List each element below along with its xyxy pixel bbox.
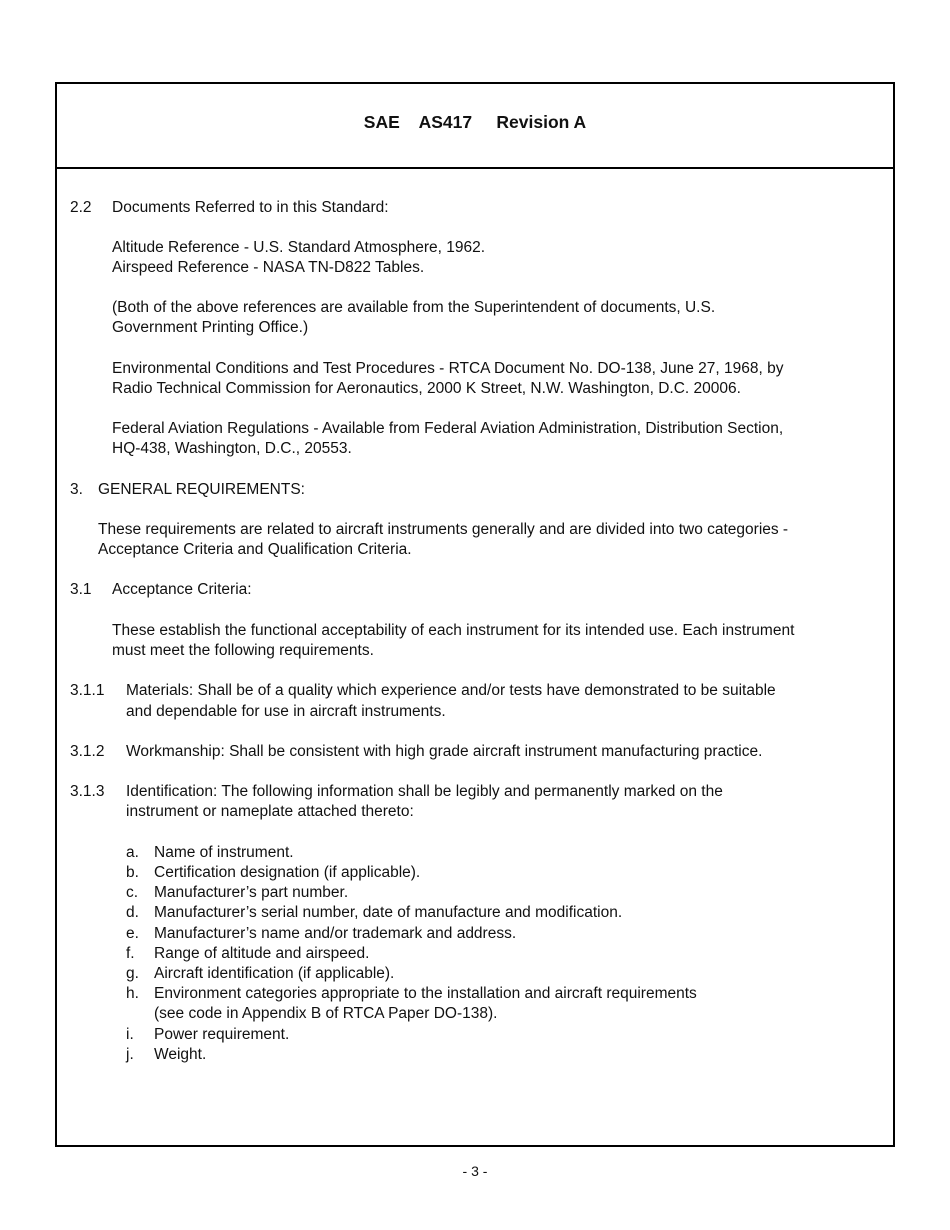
- paragraph-line: Materials: Shall be of a quality which experience and/or tests have demonstrated to be suitable: [126, 682, 776, 699]
- paragraph-line: HQ-438, Washington, D.C., 20553.: [112, 440, 352, 457]
- section-title: GENERAL REQUIREMENTS:: [98, 481, 305, 498]
- list-item-letter: b.: [126, 864, 139, 881]
- list-item-continuation: (see code in Appendix B of RTCA Paper DO-138).: [154, 1005, 498, 1022]
- paragraph-line: Altitude Reference - U.S. Standard Atmosphere, 1962.: [112, 239, 486, 256]
- paragraph-line: Government Printing Office.): [112, 319, 309, 336]
- list-item-letter: j.: [126, 1046, 134, 1063]
- list-item-letter: a.: [126, 844, 139, 861]
- list-item: Range of altitude and airspeed.: [154, 945, 370, 962]
- list-item: Manufacturer’s part number.: [154, 884, 349, 901]
- section-title: Documents Referred to in this Standard:: [112, 199, 389, 216]
- list-item: Power requirement.: [154, 1026, 290, 1043]
- list-item: Weight.: [154, 1046, 207, 1063]
- list-item-letter: d.: [126, 904, 139, 921]
- list-item-letter: f.: [126, 945, 135, 962]
- paragraph-line: These establish the functional acceptability of each instrument for its intended use. Each instrument: [112, 622, 795, 639]
- paragraph-line: These requirements are related to aircraft instruments generally and are divided into two categories -: [98, 521, 789, 538]
- paragraph-line: Airspeed Reference - NASA TN-D822 Tables.: [112, 259, 425, 276]
- paragraph-line: instrument or nameplate attached thereto:: [126, 803, 414, 820]
- paragraph-line: Federal Aviation Regulations - Available from Federal Aviation Administration, Distribution Section,: [112, 420, 784, 437]
- page-number: - 3 -: [462, 1163, 488, 1179]
- document-header: [57, 84, 893, 169]
- section-number: 3.1.1: [70, 682, 105, 699]
- section-number: 3.1.3: [70, 783, 105, 800]
- list-item-letter: i.: [126, 1026, 134, 1043]
- list-item-letter: e.: [126, 925, 139, 942]
- list-item: Name of instrument.: [154, 844, 294, 861]
- document-title: SAE AS417 Revision A: [363, 112, 587, 132]
- section-number: 2.2: [70, 199, 92, 216]
- paragraph-line: must meet the following requirements.: [112, 642, 374, 659]
- list-item: Aircraft identification (if applicable).: [154, 965, 395, 982]
- list-item-letter: c.: [126, 884, 139, 901]
- paragraph-line: Identification: The following information shall be legibly and permanently marked on the: [126, 783, 723, 800]
- paragraph-line: Acceptance Criteria and Qualification Criteria.: [98, 541, 412, 558]
- paragraph-line: Workmanship: Shall be consistent with high grade aircraft instrument manufacturing practice.: [126, 743, 763, 760]
- paragraph-line: and dependable for use in aircraft instruments.: [126, 703, 446, 720]
- section-title: Acceptance Criteria:: [112, 581, 252, 598]
- list-item: Certification designation (if applicable).: [154, 864, 421, 881]
- list-item-letter: g.: [126, 965, 139, 982]
- section-number: 3.: [70, 481, 83, 498]
- paragraph-line: Radio Technical Commission for Aeronautics, 2000 K Street, N.W. Washington, D.C. 20006.: [112, 380, 741, 397]
- list-item: Environment categories appropriate to the installation and aircraft requirements: [154, 985, 697, 1002]
- section-number: 3.1.2: [70, 743, 105, 760]
- section-number: 3.1: [70, 581, 92, 598]
- list-item-letter: h.: [126, 985, 139, 1002]
- list-item: Manufacturer’s name and/or trademark and address.: [154, 925, 517, 942]
- paragraph-line: (Both of the above references are available from the Superintendent of documents, U.S.: [112, 299, 716, 316]
- paragraph-line: Environmental Conditions and Test Procedures - RTCA Document No. DO-138, June 27, 1968, by: [112, 360, 784, 377]
- list-item: Manufacturer’s serial number, date of manufacture and modification.: [154, 904, 623, 921]
